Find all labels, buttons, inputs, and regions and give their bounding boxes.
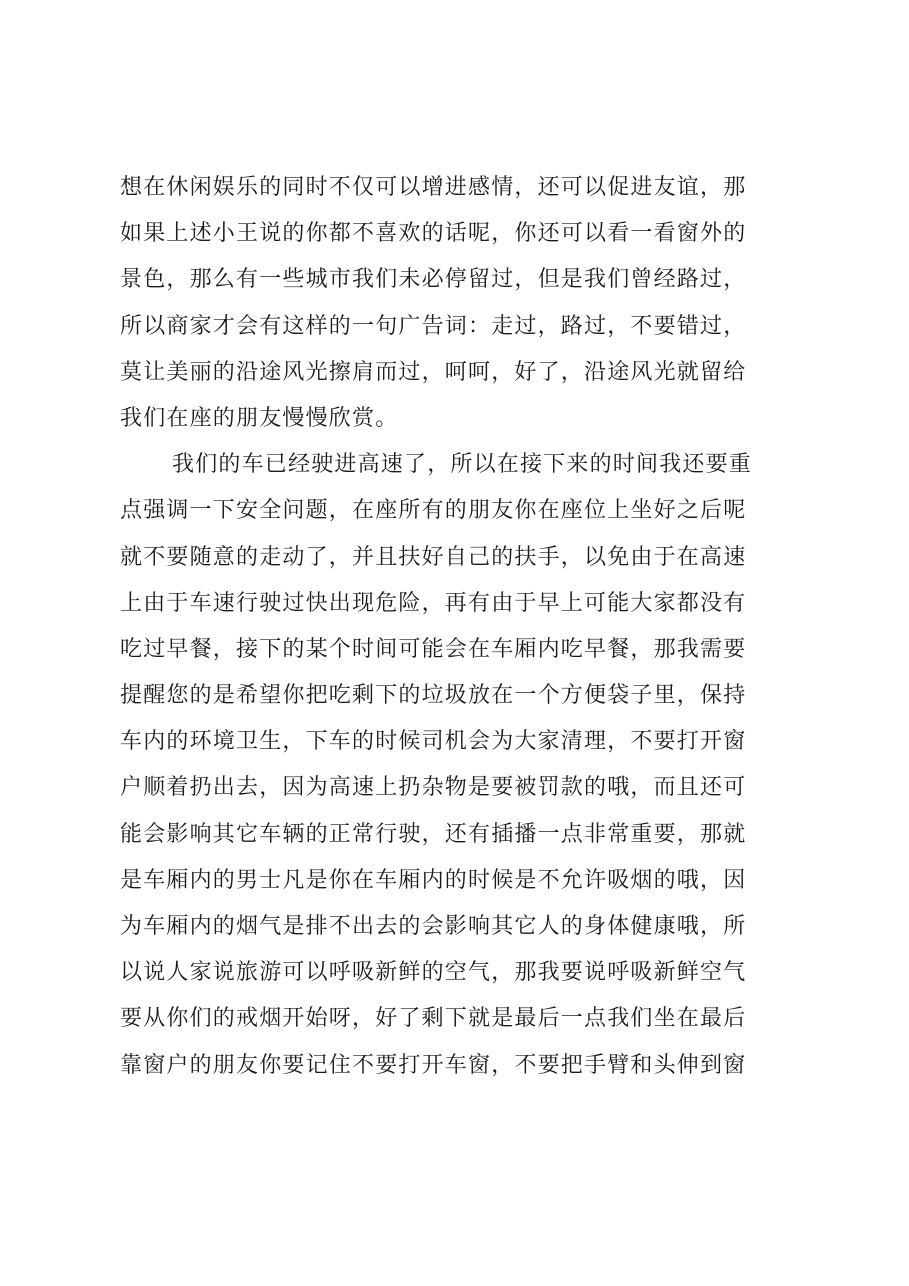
text-line: 景色，那么有一些城市我们未必停留过，但是我们曾经路过，: [120, 267, 747, 293]
text-line: 上由于车速行驶过快出现危险，再有由于早上可能大家都没有: [120, 590, 747, 616]
text-line: 提醒您的是希望你把吃剩下的垃圾放在一个方便袋子里，保持: [120, 683, 747, 709]
text-line: 户顺着扔出去，因为高速上扔杂物是要被罚款的哦，而且还可: [120, 775, 747, 801]
paragraph-2: [120, 442, 800, 1089]
text-line: 莫让美丽的沿途风光擦肩而过，呵呵，好了，沿途风光就留给: [120, 359, 747, 385]
text-line: 我们在座的朋友慢慢欣赏。: [120, 405, 399, 431]
text-line: 点强调一下安全问题，在座所有的朋友你在座位上坐好之后呢: [120, 498, 747, 524]
text-line: 就不要随意的走动了，并且扶好自己的扶手，以免由于在高速: [120, 544, 747, 570]
text-line: 为车厢内的烟气是排不出去的会影响其它人的身体健康哦，所: [120, 914, 747, 939]
text-line: 要从你们的戒烟开始呀，好了剩下就是最后一点我们坐在最后: [120, 1006, 747, 1032]
body-text: [120, 165, 800, 1089]
text-line: 如果上述小王说的你都不喜欢的话呢，你还可以看一看窗外的: [120, 221, 747, 247]
text-line: 以说人家说旅游可以呼吸新鲜的空气，那我要说呼吸新鲜空气: [120, 960, 747, 986]
text-line: 是车厢内的男士凡是你在车厢内的时候是不允许吸烟的哦，因: [120, 867, 747, 893]
text-line: 车内的环境卫生，下车的时候司机会为大家清理，不要打开窗: [120, 729, 747, 755]
text-line: 想在休闲娱乐的同时不仅可以增进感情，还可以促进友谊，那: [120, 175, 747, 200]
paragraph-1: [120, 165, 800, 442]
text-line: 能会影响其它车辆的正常行驶，还有插播一点非常重要，那就: [120, 821, 747, 847]
text-line: 所以商家才会有这样的一句广告词：走过，路过，不要错过，: [120, 313, 747, 339]
text-line-indented: 我们的车已经驶进高速了，所以在接下来的时间我还要重: [172, 452, 753, 478]
text-line: 靠窗户的朋友你要记住不要打开车窗，不要把手臂和头伸到窗: [120, 1052, 747, 1078]
text-line: 吃过早餐，接下的某个时间可能会在车厢内吃早餐，那我需要: [120, 636, 747, 662]
